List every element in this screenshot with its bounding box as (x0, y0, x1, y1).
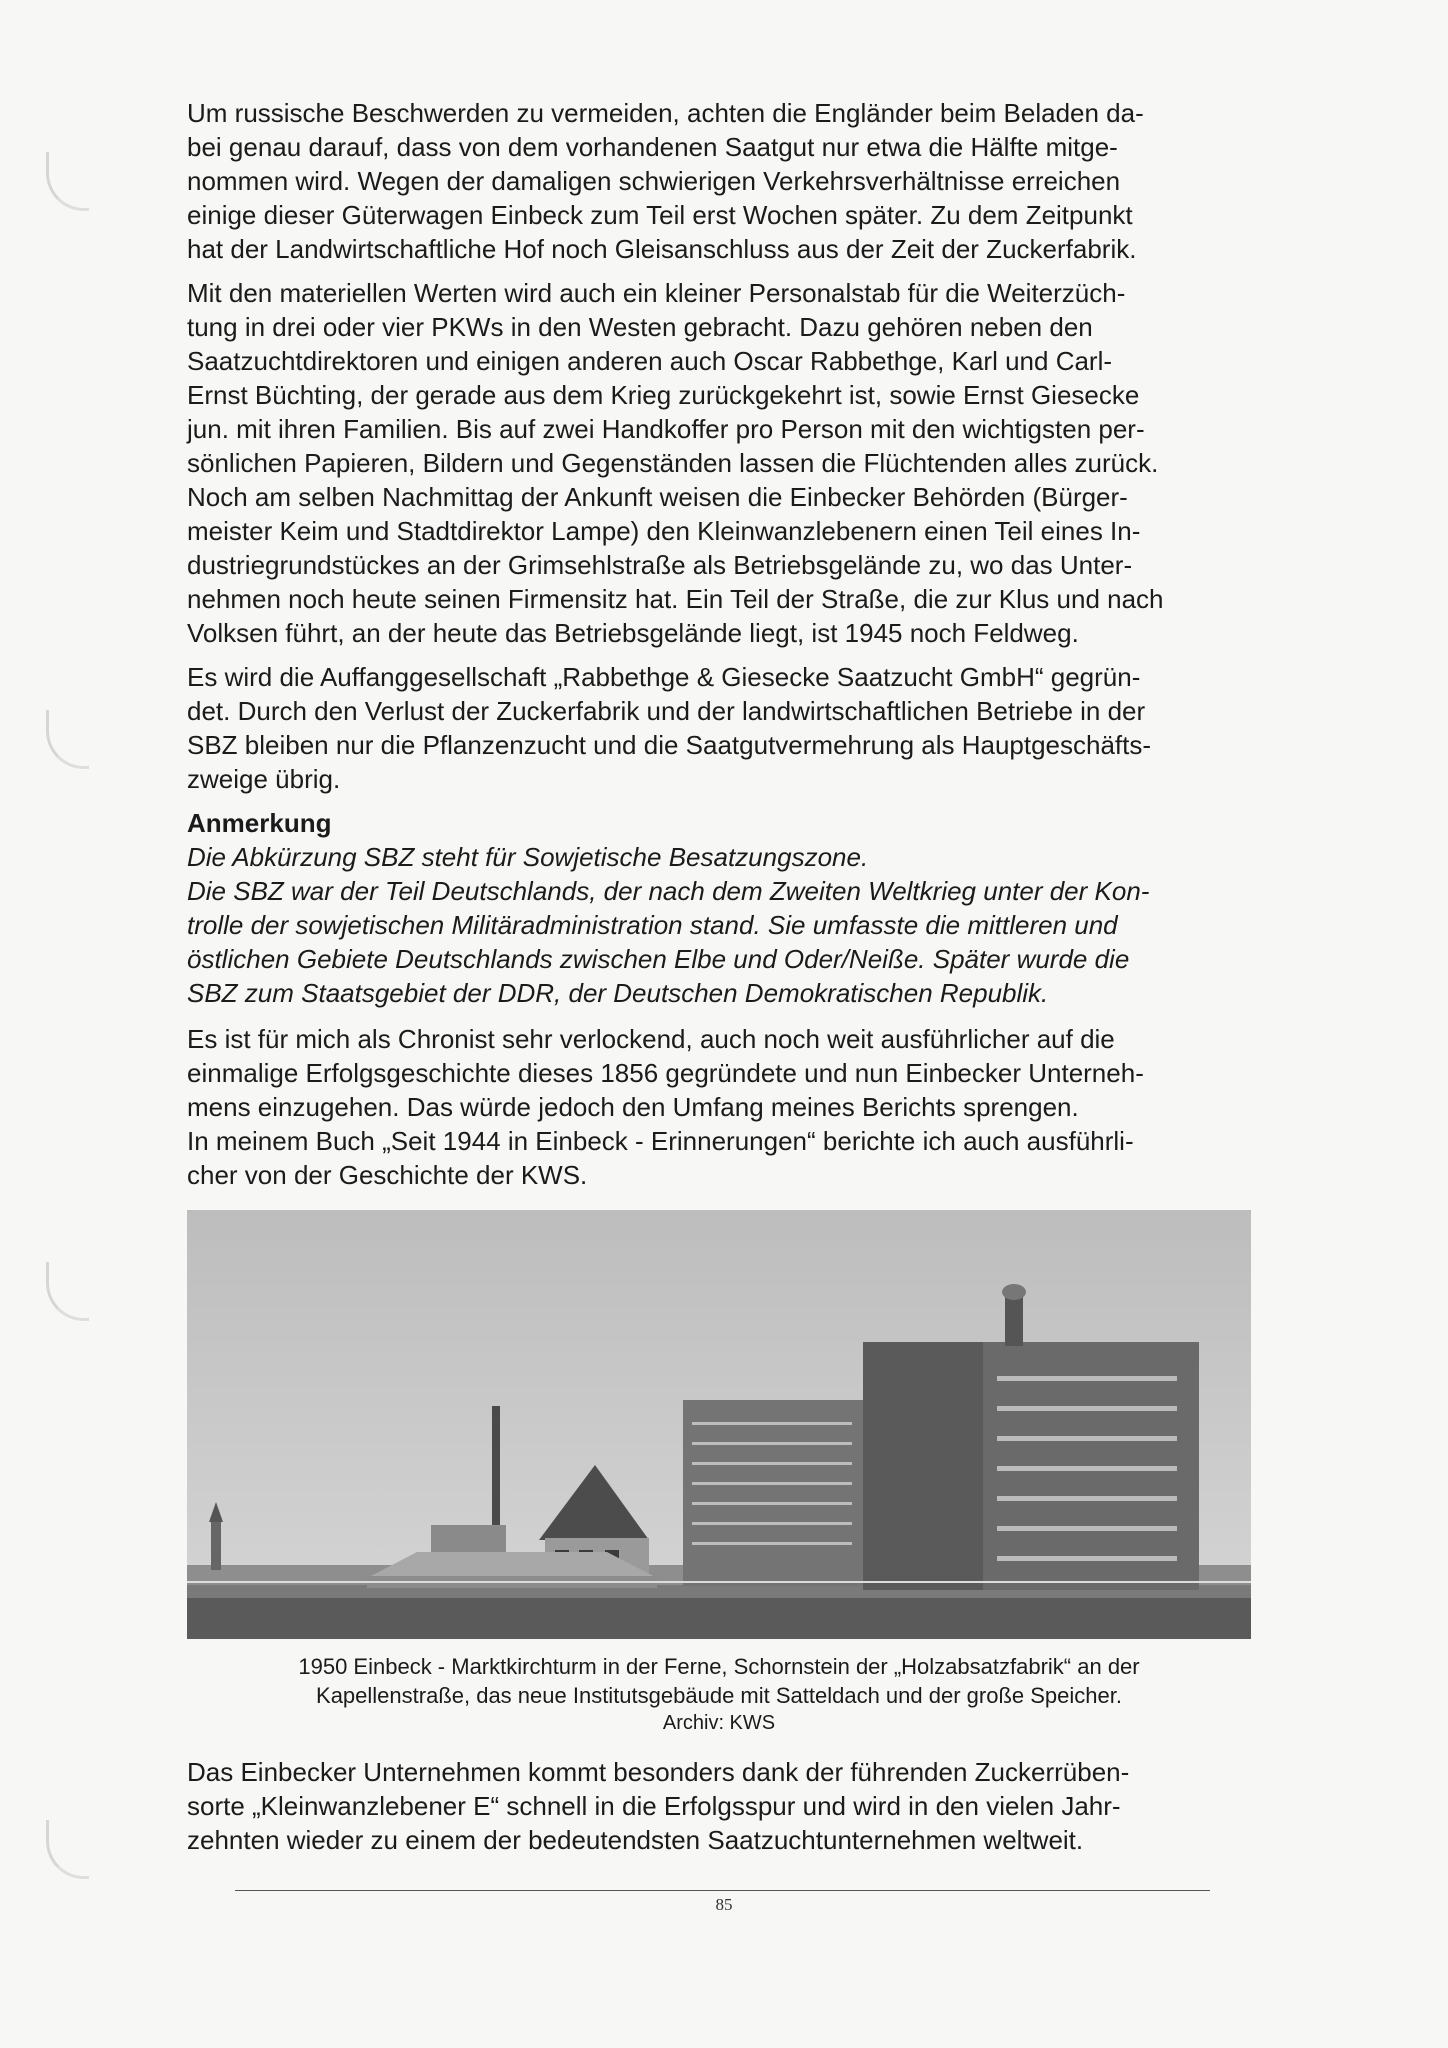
paragraph-personalstab: Mit den materiellen Werten wird auch ein kleiner Personalstab für die Weiterzüch- tung in drei oder vier PKWs in den Westen gebracht. Dazu gehören neben den Saatzuchtdirektoren und einigen anderen auch Oscar Rabbethge, Karl und Carl- Ernst Büchting, der gerade aus dem Krieg zurückgekehrt ist, sowie Ernst Giesecke jun. mit ihren Familien. Bis auf zwei Handkoffer pro Person mit den wichtigsten per- sönlichen Papieren, Bildern und Gegenständen lassen die Flüchtenden alles zurück. Noch am selben Nachmittag der Ankunft weisen die Einbecker Behörden (Bürger- meister Keim und Stadtdirektor Lampe) den Kleinwanzlebenern einen Teil eines In- dustriegrundstückes an der Grimsehlstraße als Betriebsgelände zu, wo das Unter- nehmen noch heute seinen Firmensitz hat. Ein Teil der Straße, die zur Klus und nach Volksen führt, an der heute das Betriebsgelände liegt, ist 1945 noch Feldweg. (187, 278, 1164, 648)
caption-line: 1950 Einbeck - Marktkirchturm in der Ferne, Schornstein der „Holzabsatzfabrik“ an der (298, 1654, 1140, 1679)
caption-line: Kapellenstraße, das neue Institutsgebäude mit Satteldach und der große Speicher. (316, 1683, 1122, 1708)
note-block (187, 840, 1260, 1010)
page-number: 85 (715, 1895, 733, 1914)
paragraph-chronist: Es ist für mich als Chronist sehr verlockend, auch noch weit ausführlicher auf die einmalige Erfolgsgeschichte dieses 1856 gegründete und nun Einbecker Unterneh- mens einzugehen. Das würde jedoch den Umfang meines Berichts sprengen. In meinem Buch „Seit 1944 in Einbeck - Erinnerungen“ berichte ich auch ausführli- cher von der Geschichte der KWS. (187, 1024, 1144, 1190)
photo-credit: Archiv: KWS (662, 1712, 776, 1734)
paragraph-closing: Das Einbecker Unternehmen kommt besonders dank der führenden Zuckerrüben- sorte „Kleinwanzlebener E“ schnell in die Erfolgsspur und wird in den vielen Jahr- zehnten wieder zu einem der bedeutendsten Saatzuchtunternehmen weltweit. (187, 1757, 1130, 1855)
punch-hole-mark (46, 152, 89, 211)
footer-rule (235, 1890, 1210, 1891)
note-heading: Anmerkung (187, 808, 332, 838)
closing-text (187, 1755, 1260, 1857)
historic-photo (187, 1210, 1251, 1639)
punch-hole-mark (46, 710, 89, 769)
punch-hole-mark (46, 1262, 89, 1321)
note-line: Die SBZ war der Teil Deutschlands, der nach dem Zweiten Weltkrieg unter der Kon- trolle der sowjetischen Militäradministration stand. Sie umfasste die mittleren und östlichen Gebiete Deutschlands zwischen Elbe und Oder/Neiße. Später wurde die SBZ zum Staatsgebiet der DDR, der Deutschen Demokratischen Republik. (187, 876, 1150, 1008)
note-line: Die Abkürzung SBZ steht für Sowjetische Besatzungszone. (187, 842, 869, 872)
paragraph-beschwerden: Um russische Beschwerden zu vermeiden, achten die Engländer beim Beladen da- bei genau darauf, dass von dem vorhandenen Saatgut nur etwa die Hälfte mitge- nommen wird. Wegen der damaligen schwierigen Verkehrsverhältnisse erreichen einige dieser Güterwagen Einbeck zum Teil erst Wochen später. Zu dem Zeitpunkt hat der Landwirtschaftliche Hof noch Gleisanschluss aus der Zeit der Zuckerfabrik. (187, 98, 1144, 264)
punch-hole-mark (46, 1820, 89, 1879)
main-text (187, 96, 1260, 1192)
photo-caption (187, 1652, 1251, 1736)
photo-illustration (187, 1210, 1251, 1639)
paragraph-auffanggesellschaft: Es wird die Auffanggesellschaft „Rabbethge & Giesecke Saatzucht GmbH“ gegrün- det. Durch den Verlust der Zuckerfabrik und der landwirtschaftlichen Betriebe in der SBZ bleiben nur die Pflanzenzucht und die Saatgutvermehrung als Hauptgeschäfts- zweige übrig. (187, 662, 1152, 794)
